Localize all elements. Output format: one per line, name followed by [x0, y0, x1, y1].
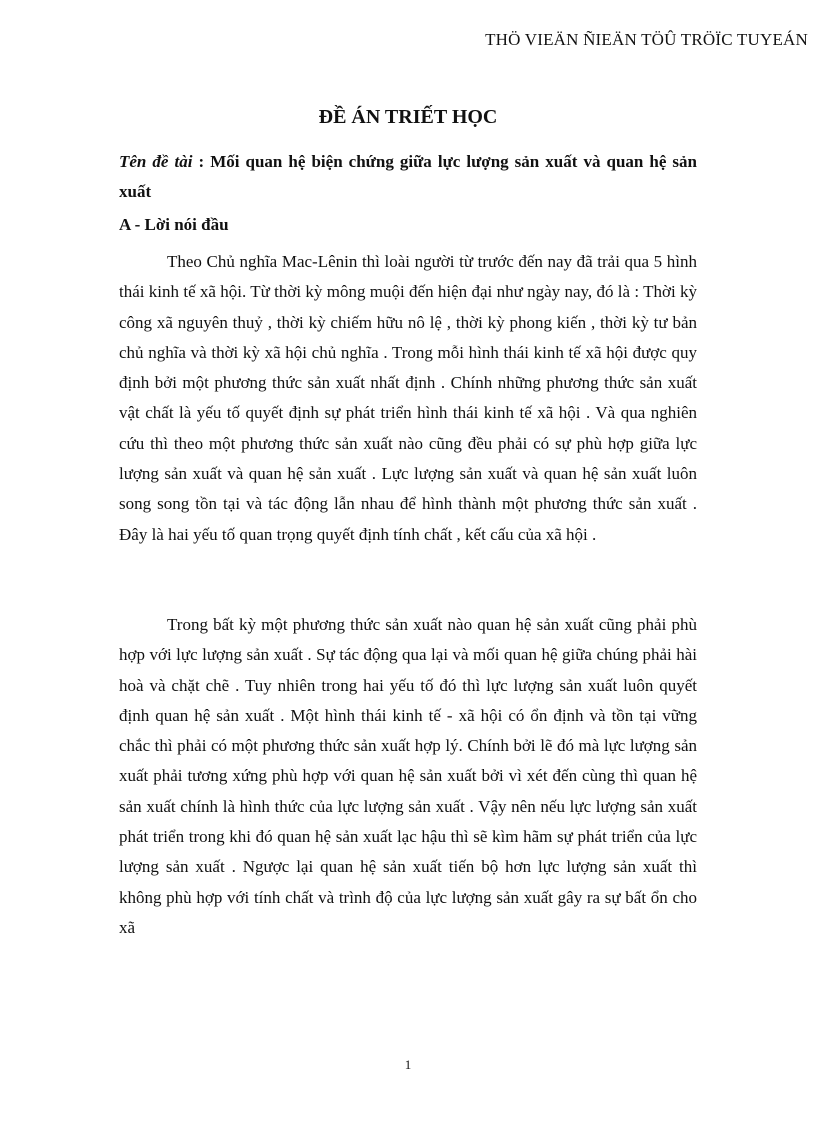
library-header: THÖ VIEÄN ÑIEÄN TÖÛ TRÖÏC TUYEÁN — [485, 30, 808, 49]
body-paragraph: Theo Chủ nghĩa Mac-Lênin thì loài người từ trước đến nay đã trải qua 5 hình thái kinh tế xã hội. Từ thời kỳ mông muội đến hiện đại như ngày nay, đó là : Thời kỳ công xã nguyên thuỷ , thời kỳ chiếm hữu nô lệ , thời kỳ phong kiến , thời kỳ tư bản chủ nghĩa và thời kỳ xã hội chủ nghĩa . Trong mỗi hình thái kinh tế xã hội được quy định bởi một phương thức sản xuất nhất định . Chính những phương thức sản xuất vật chất là yếu tố quyết định sự phát triển hình thái kinh tế xã hội . Và qua nghiên cứu thì theo một phương thức sản xuất nào cũng đều phải có sự phù hợp giữa lực lượng sản xuất và quan hệ sản xuất . Lực lượng sản xuất và quan hệ sản xuất luôn song song tồn tại và tác động lẫn nhau để hình thành một phương thức sản xuất . Đây là hai yếu tố quan trọng quyết định tính chất , kết cấu của xã hội . — [119, 252, 697, 544]
topic-text: Mối quan hệ biện chứng giữa lực lượng sản xuất và quan hệ sản xuất — [119, 152, 697, 201]
document-title: ĐỀ ÁN TRIẾT HỌC — [318, 106, 498, 128]
section-heading: A - Lời nói đầu — [119, 215, 229, 234]
body-paragraph: Trong bất kỳ một phương thức sản xuất nào quan hệ sản xuất cũng phải phù hợp với lực lượng sản xuất . Sự tác động qua lại và mối quan hệ giữa chúng phải hài hoà và chặt chẽ . Tuy nhiên trong hai yếu tố đó thì lực lượng sản xuất luôn quyết định quan hệ sản xuất . Một hình thái kinh tế - xã hội có ổn định và tồn tại vững chắc thì phải có một phương thức sản xuất hợp lý. Chính bởi lẽ đó mà lực lượng sản xuất phải tương xứng phù hợp với quan hệ sản xuất bởi vì xét đến cùng thì quan hệ sản xuất chính là hình thức của lực lượng sản xuất . Vậy nên nếu lực lượng sản xuất phát triển trong khi đó quan hệ sản xuất lạc hậu thì sẽ kìm hãm sự phát triển của lực lượng sản xuất . Ngược lại quan hệ sản xuất tiến bộ hơn lực lượng sản xuất thì không phù hợp với tính chất và trình độ của lực lượng sản xuất gây ra sự bất ổn cho xã — [119, 615, 697, 937]
topic-separator: : — [192, 152, 211, 171]
topic-label: Tên đề tài — [119, 152, 193, 171]
page-number: 1 — [404, 1057, 412, 1072]
paragraph-block-1 — [119, 247, 697, 550]
paragraph-block-2 — [119, 610, 697, 943]
topic-line — [119, 147, 697, 207]
